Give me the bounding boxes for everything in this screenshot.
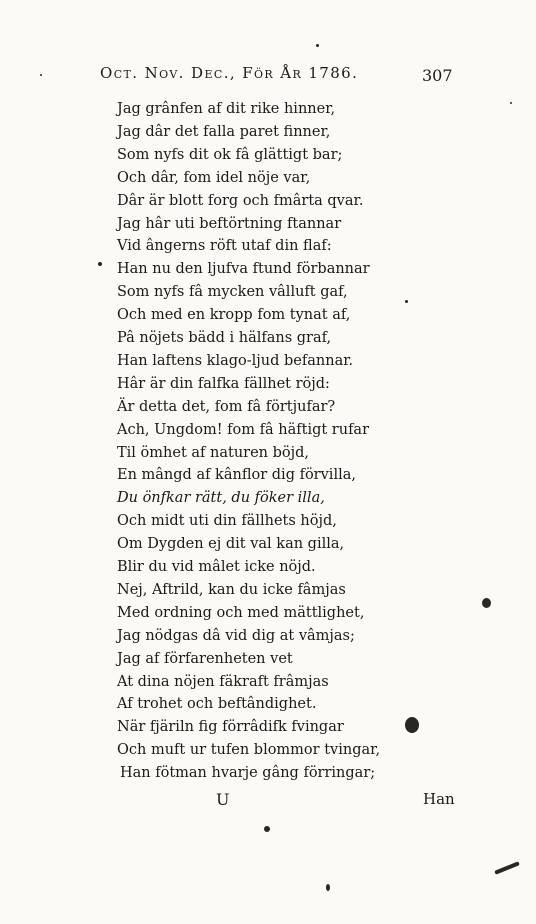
poem-line: Som nyfs fâ mycken vâlluft gaf, — [117, 284, 348, 301]
poem-line: Som nyfs dit ok fâ glättigt bar; — [117, 146, 343, 163]
catchword: Han — [423, 790, 455, 808]
ink-speck — [482, 598, 491, 608]
running-header — [100, 60, 460, 90]
page-footer — [0, 790, 536, 820]
ink-speck — [264, 826, 270, 832]
poem-line: Är detta det, fom fâ förtjufar? — [117, 398, 336, 415]
poem-line: Jag grânfen af dit rike hinner, — [117, 101, 336, 117]
poem-line: Jag dâr det falla paret finner, — [117, 123, 331, 140]
poem-line: Och dâr, fom idel nöje var, — [117, 169, 311, 186]
header-title: Oct. Nov. Dec., För År 1786. — [100, 64, 359, 82]
poem-line: Han fötman hvarje gâng förringar; — [120, 765, 376, 782]
signature-mark: U — [216, 790, 230, 809]
page-number: 307 — [422, 66, 453, 85]
ink-speck — [40, 74, 42, 76]
poem-line: Pâ nöjets bädd i hälfans graf, — [117, 330, 332, 346]
ink-speck — [494, 861, 520, 874]
poem-line: Om Dygden ej dit val kan gilla, — [117, 536, 345, 553]
ink-speck — [98, 262, 102, 266]
poem-line: Nej, Aftrild, kan du icke fâmjas — [117, 581, 346, 598]
poem-line: Med ordning och med mättlighet, — [117, 604, 365, 621]
ink-speck — [326, 884, 330, 891]
poem-line: En mângd af kânflor dig förvilla, — [117, 467, 356, 484]
ink-speck — [510, 102, 512, 104]
poem-line: Ach, Ungdom! fom fâ häftigt rufar — [117, 421, 370, 438]
poem-line: Jag nödgas dâ vid dig at vâmjas; — [117, 627, 355, 644]
poem-line: Hâr är din falfka fällhet röjd: — [117, 375, 330, 392]
poem-line: Och midt uti din fällhets höjd, — [117, 513, 337, 530]
poem-line: Jag hâr uti beftörtning ftannar — [117, 215, 342, 232]
poem-line: Jag af förfarenheten vet — [117, 650, 293, 667]
ink-speck — [405, 300, 408, 303]
poem-line: Och med en kropp fom tynat af, — [117, 307, 351, 324]
poem-line: När fjäriln fig förrâdifk fvingar — [117, 719, 344, 736]
ink-speck — [405, 717, 419, 733]
poem-line: Til ömhet af naturen böjd, — [117, 444, 310, 461]
ink-speck — [316, 44, 319, 47]
poem-line: Du önfkar rätt, du föker illa, — [117, 490, 325, 507]
poem-line: Blir du vid mâlet icke nöjd. — [117, 559, 316, 575]
poem-line: Vid ângerns röft utaf din flaf: — [117, 238, 332, 255]
poem-line: At dina nöjen fäkraft frâmjas — [117, 673, 329, 690]
poem-line: Och muft ur tufen blommor tvingar, — [117, 742, 381, 759]
poem-line: Dâr är blott forg och fmârta qvar. — [117, 192, 364, 209]
poem-line: Han nu den ljufva ftund förbannar — [117, 261, 370, 278]
poem-line: Af trohet och beftândighet. — [117, 696, 317, 713]
poem-line: Han laftens klago-ljud befannar. — [117, 352, 354, 369]
